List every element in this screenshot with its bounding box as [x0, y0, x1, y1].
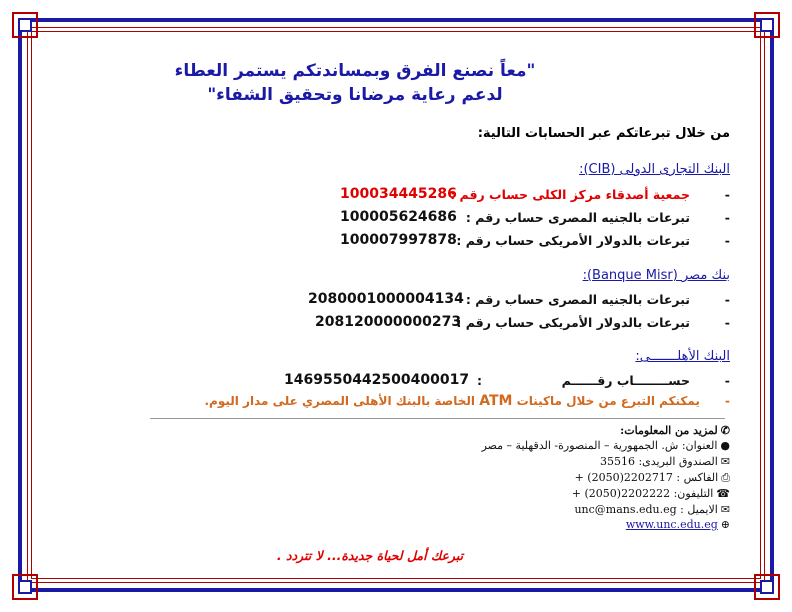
corner-ornament	[12, 12, 38, 38]
list-bullet: -	[724, 187, 730, 202]
misr-item-label: تبرعات بالدولار الأمريكى حساب رقم :	[456, 315, 690, 330]
atm-note	[204, 393, 730, 409]
contact-pobox-row	[600, 455, 730, 468]
atm-note-pre: يمكنكم التبرع من خلال ماكينات	[516, 394, 700, 408]
phone-icon: ✆	[720, 424, 730, 437]
contact-email[interactable]: unc@mans.edu.eg	[574, 503, 677, 516]
cib-account-number: 100005624686	[340, 209, 457, 225]
misr-item-label: تبرعات بالجنيه المصرى حساب رقم :	[465, 292, 690, 307]
cib-heading: البنك التجارى الدولى (CIB):	[579, 162, 730, 177]
fax-icon: ⎙	[721, 471, 730, 484]
contact-email-row	[574, 503, 730, 516]
atm-word: ATM	[479, 393, 513, 409]
ahly-account-number: 1469550442500400017	[284, 372, 470, 388]
cib-item-label: جمعية أصدقاء مركز الكلى حساب رقم :	[450, 187, 690, 202]
corner-ornament	[754, 574, 780, 600]
misr-account-number: 208120000000273	[315, 314, 462, 330]
list-bullet: -	[724, 233, 730, 248]
misr-heading: بنك مصر (Banque Misr):	[582, 268, 730, 283]
list-bullet: -	[724, 315, 730, 330]
contact-fax: الفاكس : 2202717(2050) +	[574, 471, 719, 484]
contact-fax-row	[575, 471, 730, 485]
contact-website-row	[626, 518, 730, 531]
cib-item-label: تبرعات بالدولار الأمريكى حساب رقم :	[456, 233, 690, 248]
contact-block-heading	[620, 424, 730, 437]
cib-account-number: 100034445286	[340, 186, 457, 202]
contact-address: العنوان: ش. الجمهورية – المنصورة- الدقهلية – مصر	[481, 439, 718, 452]
cib-account-number: 100007997878	[340, 232, 457, 248]
page-title-line-2: لدعم رعاية مرضانا وتحقيق الشفاء"	[207, 85, 503, 105]
contact-address-row	[482, 439, 730, 452]
contact-website-link[interactable]: www.unc.edu.eg	[625, 518, 718, 531]
contact-pobox: الصندوق البريدى: 35516	[599, 455, 718, 468]
atm-note-post: الخاصة بالبنك الأهلى المصري على مدار اليوم.	[204, 394, 476, 408]
telephone-icon: ☎	[716, 487, 730, 500]
list-bullet: -	[725, 394, 730, 408]
contact-heading: لمزيد من المعلومات:	[620, 424, 718, 437]
contact-phone: التليفون: 2202222(2050) +	[571, 487, 714, 500]
cib-item-label: تبرعات بالجنيه المصرى حساب رقم :	[465, 210, 690, 225]
page-title-line-1: "معاً نصنع الفرق وبمساندتكم يستمر العطاء	[174, 61, 536, 81]
corner-ornament	[754, 12, 780, 38]
ahly-account-label: حســــــــاب رقــــــم	[561, 373, 690, 388]
misr-account-number: 2080001000004134	[308, 291, 464, 307]
mailbox-icon: ✉	[720, 455, 730, 468]
globe-icon: ⊕	[720, 518, 730, 531]
envelope-icon: ✉	[720, 503, 730, 516]
contact-phone-row	[572, 487, 730, 500]
slogan: تبرعك أمل لحياة جديدة... لا تتردد .	[276, 548, 464, 563]
contact-email-label: الايميل :	[680, 503, 718, 516]
location-pin-icon: ●	[720, 439, 730, 452]
section-divider	[150, 418, 725, 419]
ahly-heading: البنك الأهلـــــــى:	[635, 349, 730, 364]
corner-ornament	[12, 574, 38, 600]
ahly-colon: :	[477, 373, 482, 388]
list-bullet: -	[724, 292, 730, 307]
intro-text: من خلال تبرعاتكم عبر الحسابات التالية:	[477, 126, 730, 141]
list-bullet: -	[724, 373, 730, 388]
list-bullet: -	[724, 210, 730, 225]
